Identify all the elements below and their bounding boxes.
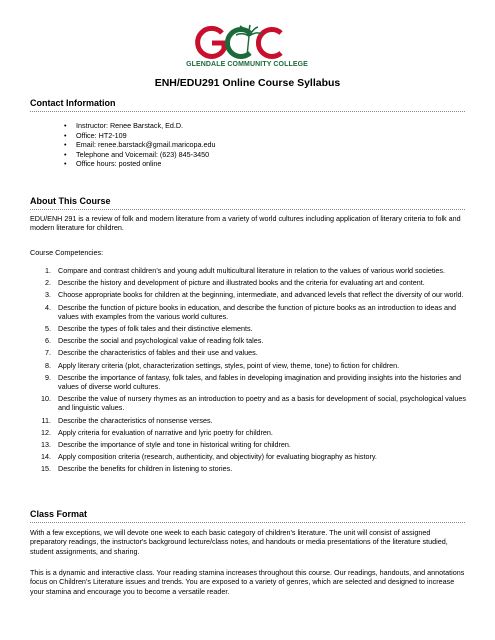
class-format-heading: Class Format — [30, 509, 88, 519]
section-divider — [30, 522, 465, 523]
page-title: ENH/EDU291 Online Course Syllabus — [154, 77, 341, 89]
gcc-logo-icon — [178, 24, 316, 62]
college-logo — [178, 24, 316, 70]
section-divider — [30, 111, 465, 112]
list-item: 9. Describe the importance of fantasy, folk tales, and fables in developing imagination and providing insights into the histories and values of diverse world cultures. — [45, 372, 462, 392]
class-format-paragraph-1: With a few exceptions, we will devote one week to each basic category of children's literature. The unit will consist of assigned preparatory readings, the instructor's background lecture/class notes, and handouts or media presentations of the literature studied, student assignments, and sharing. — [30, 528, 448, 556]
contact-list — [64, 121, 216, 169]
list-item: 10. Describe the value of nursery rhymes as an introduction to poetry and as a basis for development of social, psychological values and linguistic values. — [41, 394, 466, 413]
list-item: 12. Apply criteria for evaluation of narrative and lyric poetry for children. — [41, 427, 273, 437]
contact-instructor: • Instructor: Renee Barstack, Ed.D. — [64, 121, 216, 131]
list-item: 15. Describe the benefits for children in listening to stories. — [41, 464, 233, 474]
list-item: 11. Describe the characteristics of nonsense verses. — [41, 415, 213, 425]
class-format-paragraph-2: This is a dynamic and interactive class. Your reading stamina increases throughout this course. Our readings, handouts, and annotations focus on Children’s Literature issues and trends. You are exposed to a variety of genres, which are selected and designed to increase your stamina and encourage you to become a versatile reader. — [30, 568, 465, 596]
list-item: 7. Describe the characteristics of fables and their use and values. — [45, 348, 258, 358]
list-item: 1. Compare and contrast children’s and young adult multicultural literature in relation to the values of various world societies. — [45, 266, 445, 275]
list-item: 13. Describe the importance of style and tone in historical writing for children. — [41, 440, 291, 450]
list-item: 14. Apply composition criteria (research, authenticity, and objectivity) for evaluating biography as history. — [41, 452, 377, 462]
contact-office-hours: • Office hours: posted online — [64, 159, 216, 169]
college-name: GLENDALE COMMUNITY COLLEGE — [186, 61, 308, 68]
list-item: 6. Describe the social and psychological value of reading folk tales. — [45, 336, 264, 346]
list-item: 3. Choose appropriate books for children at the beginning, intermediate, and advanced levels that reflect the diversity of our world. — [45, 290, 464, 300]
about-heading: About This Course — [30, 196, 111, 206]
contact-phone: • Telephone and Voicemail: (623) 845-3450 — [64, 150, 216, 160]
competencies-label: Course Competencies: — [30, 248, 104, 257]
list-item: 8. Apply literary criteria (plot, characterization settings, styles, point of view, theme, tone) to fiction for children. — [45, 360, 400, 370]
section-divider — [30, 209, 465, 210]
competency-list — [30, 266, 470, 477]
contact-email: • Email: renee.barstack@gmail.maricopa.edu — [64, 140, 216, 150]
course-description: EDU/ENH 291 is a review of folk and modern literature from a variety of world cultures including application of literary criteria to folk and modern literature for children. — [30, 214, 461, 233]
list-item: 2. Describe the history and development of picture and illustrated books and the criteria for evaluating art and content. — [45, 278, 425, 288]
contact-heading: Contact Information — [30, 98, 116, 108]
list-item: 4. Describe the function of picture books in education, and describe the function of picture books as an introduction to ideas and values with examples from the various world cultures. — [45, 302, 456, 321]
list-item: 5. Describe the types of folk tales and their distinctive elements. — [45, 324, 253, 334]
contact-office: • Office: HT2-109 — [64, 131, 216, 141]
